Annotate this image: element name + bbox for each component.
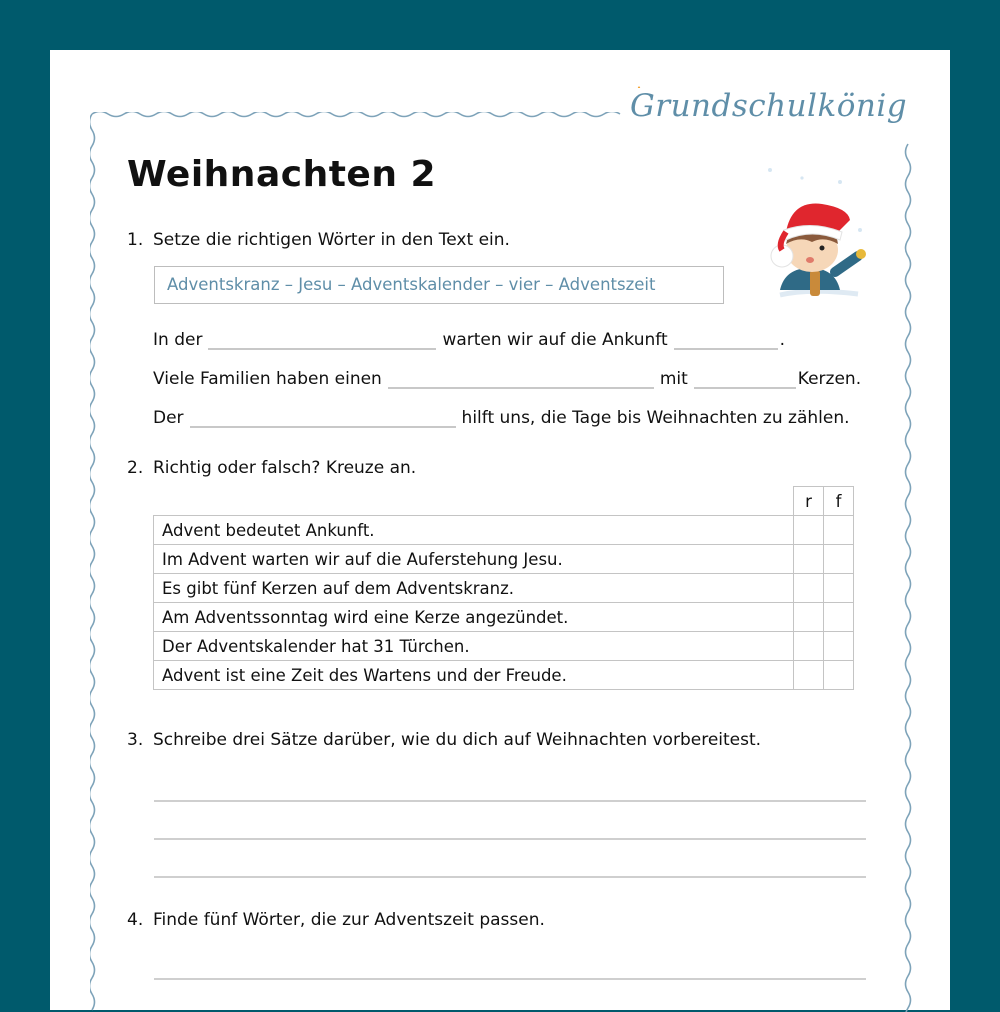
task-4-heading xyxy=(127,910,545,930)
table-header-row xyxy=(154,487,854,516)
table-row xyxy=(154,516,854,545)
writing-line[interactable] xyxy=(154,876,866,878)
writing-line[interactable] xyxy=(154,800,866,802)
task-instruction: Setze die richtigen Wörter in den Text ein. xyxy=(153,230,510,250)
sentence-text: Viele Familien haben einen xyxy=(153,369,382,389)
cloze-sentence-3 xyxy=(153,408,850,428)
checkbox-falsch[interactable] xyxy=(824,661,854,690)
cloze-sentence-2 xyxy=(153,369,861,389)
fill-in-blank[interactable] xyxy=(694,373,796,389)
checkbox-richtig[interactable] xyxy=(794,516,824,545)
column-header-richtig: r xyxy=(794,487,824,516)
brand-logo: Grundschulkönig xyxy=(626,88,913,124)
fill-in-blank[interactable] xyxy=(190,412,456,428)
table-row xyxy=(154,661,854,690)
fill-in-blank[interactable] xyxy=(208,334,436,350)
writing-line[interactable] xyxy=(154,978,866,980)
statement-text: Advent bedeutet Ankunft. xyxy=(154,516,794,545)
statement-text: Im Advent warten wir auf die Auferstehung Jesu. xyxy=(154,545,794,574)
checkbox-falsch[interactable] xyxy=(824,516,854,545)
checkbox-richtig[interactable] xyxy=(794,632,824,661)
checkbox-richtig[interactable] xyxy=(794,603,824,632)
table-row xyxy=(154,574,854,603)
fill-in-blank[interactable] xyxy=(388,373,654,389)
statement-text: Advent ist eine Zeit des Wartens und der Freude. xyxy=(154,661,794,690)
sentence-text: In der xyxy=(153,330,203,350)
worksheet-page xyxy=(50,50,950,1010)
checkbox-falsch[interactable] xyxy=(824,574,854,603)
checkbox-richtig[interactable] xyxy=(794,661,824,690)
writing-line[interactable] xyxy=(154,838,866,840)
task-number: 2. xyxy=(127,458,144,478)
statement-text: Es gibt fünf Kerzen auf dem Adventskranz. xyxy=(154,574,794,603)
task-number: 3. xyxy=(127,730,144,750)
task-number: 1. xyxy=(127,230,144,250)
checkbox-richtig[interactable] xyxy=(794,574,824,603)
statement-text: Am Adventssonntag wird eine Kerze angezündet. xyxy=(154,603,794,632)
sentence-text: . xyxy=(779,330,786,350)
checkbox-falsch[interactable] xyxy=(824,632,854,661)
fill-in-blank[interactable] xyxy=(674,334,778,350)
task-instruction: Finde fünf Wörter, die zur Adventszeit passen. xyxy=(153,910,545,930)
task-number: 4. xyxy=(127,910,144,930)
sentence-text: Der xyxy=(153,408,184,428)
sentence-text: warten wir auf die Ankunft xyxy=(442,330,668,350)
column-header-falsch: f xyxy=(824,487,854,516)
sentence-text: hilft uns, die Tage bis Weihnachten zu zählen. xyxy=(461,408,850,428)
sentence-text: mit xyxy=(659,369,688,389)
table-row xyxy=(154,545,854,574)
statement-text: Der Adventskalender hat 31 Türchen. xyxy=(154,632,794,661)
table-row xyxy=(154,603,854,632)
word-bank-box: Adventskranz – Jesu – Adventskalender – vier – Adventszeit xyxy=(154,266,724,304)
task-2-heading xyxy=(127,458,416,478)
task-3-heading xyxy=(127,730,761,750)
page-title: Weihnachten 2 xyxy=(127,154,437,195)
table-row xyxy=(154,632,854,661)
christmas-child-illustration xyxy=(740,160,880,310)
task-1-heading xyxy=(127,230,510,250)
task-instruction: Schreibe drei Sätze darüber, wie du dich auf Weihnachten vorbereitest. xyxy=(153,730,762,750)
true-false-table xyxy=(153,486,854,690)
cloze-sentence-1 xyxy=(153,330,785,350)
checkbox-falsch[interactable] xyxy=(824,603,854,632)
checkbox-richtig[interactable] xyxy=(794,545,824,574)
checkbox-falsch[interactable] xyxy=(824,545,854,574)
task-instruction: Richtig oder falsch? Kreuze an. xyxy=(153,458,417,478)
sentence-text: Kerzen. xyxy=(797,369,862,389)
